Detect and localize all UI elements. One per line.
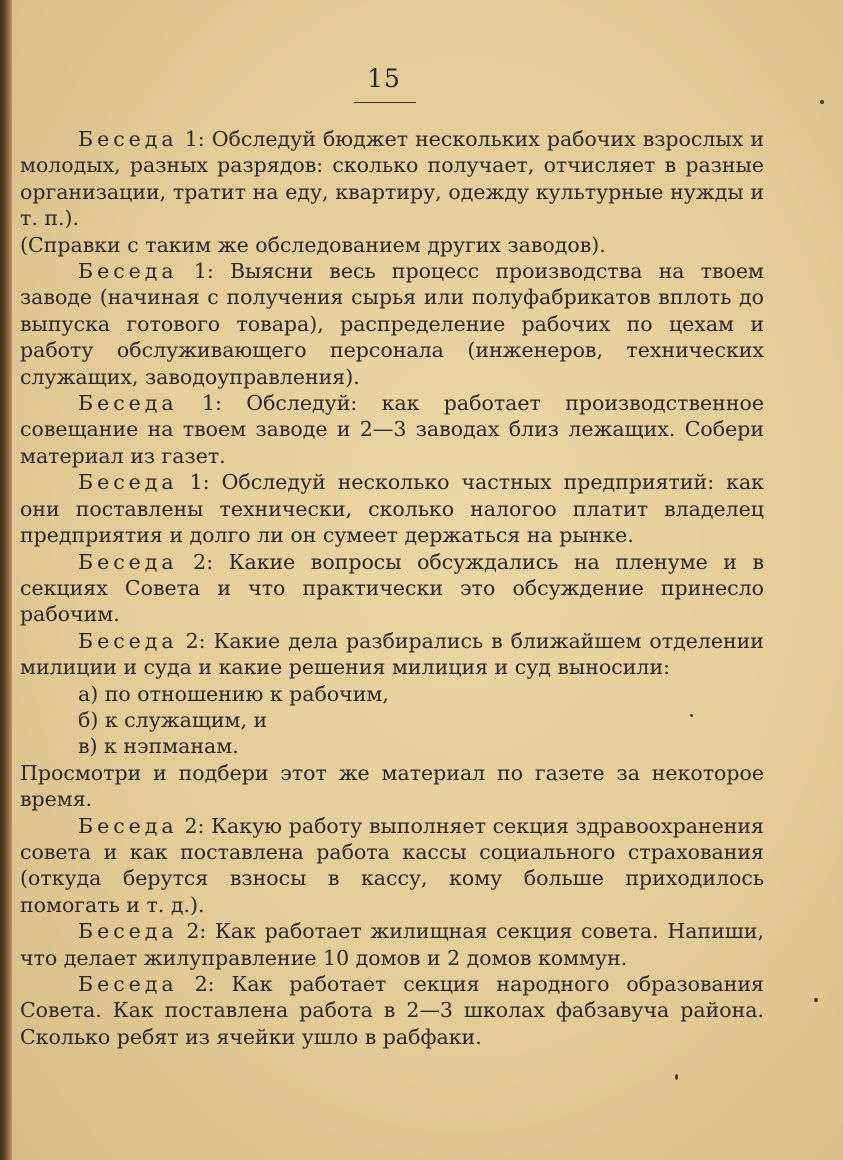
beseda-number: 2: <box>184 813 205 838</box>
plain-paragraph: Просмотри и подбери этот же материал по газете за некоторое время. <box>20 760 764 812</box>
beseda-paragraph <box>20 918 764 971</box>
beseda-paragraph <box>20 469 764 548</box>
beseda-number: 1: <box>193 259 214 284</box>
beseda-label: Беседа <box>78 470 178 495</box>
beseda-paragraph <box>20 549 764 628</box>
page-body-text <box>20 126 764 1050</box>
beseda-number: 2: <box>193 549 214 574</box>
beseda-label: Беседа <box>78 972 178 996</box>
scan-speck <box>814 998 818 1002</box>
beseda-label: Беседа <box>78 813 178 838</box>
plain-paragraph: (Справки с таким же обследованием других заводов). <box>20 232 606 257</box>
scan-speck <box>820 100 824 104</box>
paragraph-text: Как работает жилищная секция совета. Напиши, что делает жилуправление 10 домов и 2 домов коммун. <box>20 919 764 970</box>
beseda-number: 1: <box>201 391 222 416</box>
paragraph-text: Выясни весь процесс производства на твоем заводе (начиная с получения сырья или полуфабрикатов вплоть до выпуска готового товара), распределение рабочих по цехам и работу обслуживающего персонала (инженеров, технических служащих, заводоуправления). <box>20 259 764 389</box>
beseda-paragraph <box>20 628 764 681</box>
paragraph-text: Обследуй бюджет нескольких рабочих взрослых и молодых, разных разрядов: сколько получает, отчисляет в разные организации, тратит на еду, квартиру, одежду культурные нужды и т. п.). <box>20 127 764 231</box>
paragraph-text: Обследуй: как работает производственное совещание на твоем заводе и 2—3 заводах близ лежащих. Собери материал из газет. <box>20 391 764 468</box>
list-item: б) к служащим, и <box>78 707 268 732</box>
beseda-label: Беседа <box>78 549 178 574</box>
beseda-number: 1: <box>184 127 205 151</box>
beseda-label: Беседа <box>78 919 178 944</box>
paragraph-text: Обследуй несколько частных предприятий: как они поставлены технически, сколько налогоо платит владелец предприятия и долго ли он сумеет держаться на рынке. <box>20 470 764 548</box>
scan-speck <box>690 714 693 717</box>
beseda-label: Беседа <box>78 391 178 416</box>
beseda-number: 2: <box>194 972 215 996</box>
beseda-paragraph <box>20 126 764 232</box>
paragraph-text: Какие дела разбирались в ближайшем отделении милиции и суда и какие решения милиция и суд выносили: <box>20 628 764 680</box>
beseda-number: 1: <box>189 470 210 495</box>
page-number-rule <box>354 102 416 103</box>
paragraph-text: Какие вопросы обсуждались на пленуме и в секциях Совета и что практически это обсуждение принесло рабочим. <box>20 549 764 627</box>
book-binding-edge <box>0 0 12 1160</box>
beseda-label: Беседа <box>78 127 178 151</box>
beseda-number: 2: <box>185 628 206 653</box>
beseda-label: Беседа <box>78 259 178 284</box>
paragraph-text: Какую работу выполняет секция здравоохранения совета и как поставлена работа кассы социального страхования (откуда берутся взносы в кассу, кому больше приходилось помогать и т. д.). <box>20 813 764 917</box>
list-item: а) по отношению к рабочим, <box>78 681 389 706</box>
beseda-number: 2: <box>186 919 207 944</box>
scan-speck <box>675 1074 678 1080</box>
beseda-paragraph <box>20 390 764 469</box>
beseda-paragraph <box>20 813 764 919</box>
list-item: в) к нэпманам. <box>78 734 239 759</box>
beseda-paragraph <box>20 971 764 1050</box>
beseda-label: Беседа <box>78 628 178 653</box>
beseda-paragraph <box>20 258 764 390</box>
page-number: 15 <box>367 64 401 93</box>
paragraph-text: Как работает секция народного образования Совета. Как поставлена работа в 2—3 школах фабзавуча района. Сколько ребят из ячейки ушло в рабфаки. <box>20 972 764 1049</box>
